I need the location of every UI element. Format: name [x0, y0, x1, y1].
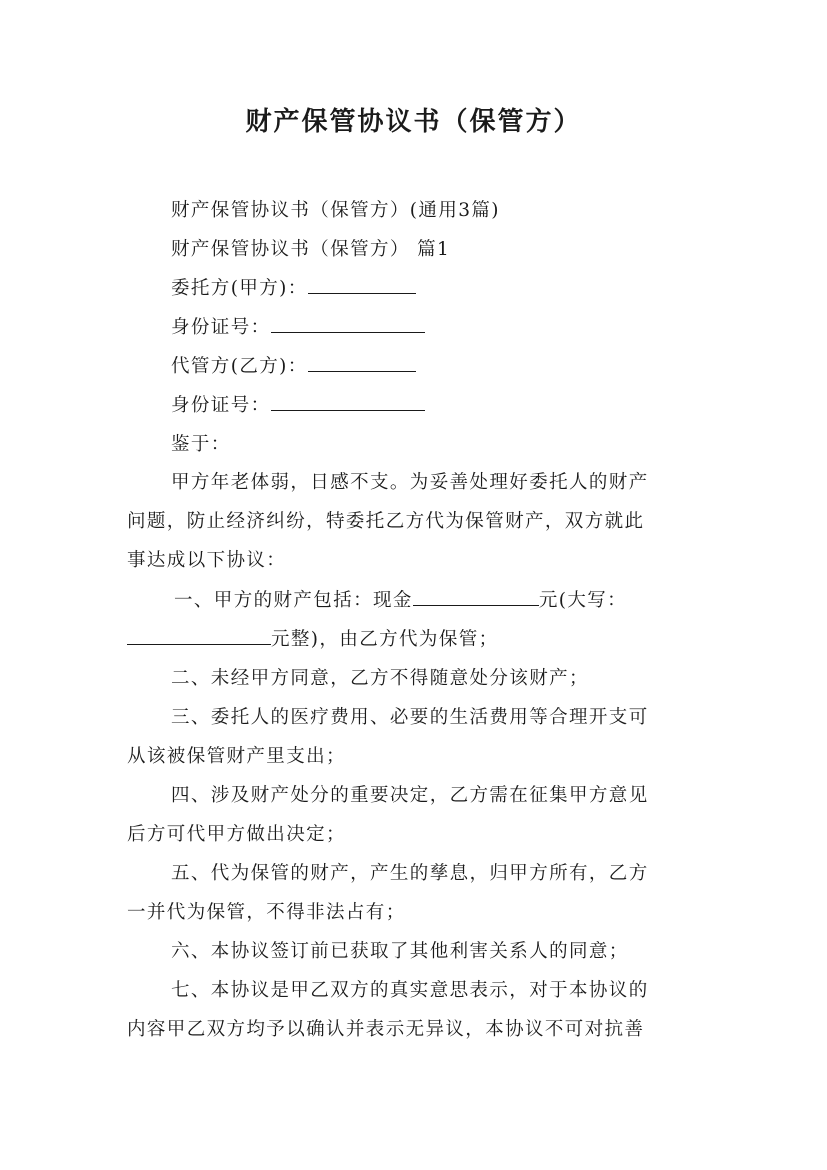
clause-3-line: 三、委托人的医疗费用、必要的生活费用等合理开支可 [171, 707, 649, 728]
clause-1-line [174, 588, 703, 614]
clause-1-line-2 [127, 627, 703, 653]
section-heading: 财产保管协议书（保管方） 篇1 [171, 239, 451, 260]
paragraph-line: 甲方年老体弱，日感不支。为妥善处理好委托人的财产 [171, 472, 649, 493]
custodian-label: 代管方(乙方)： [171, 356, 308, 377]
clause-3-line: 从该被保管财产里支出； [127, 746, 346, 767]
cash-amount-blank[interactable] [413, 588, 539, 606]
capital-amount-blank[interactable] [127, 627, 271, 645]
clause-6: 六、本协议签订前已获取了其他利害关系人的同意； [171, 941, 629, 962]
clause-2: 二、未经甲方同意，乙方不得随意处分该财产； [171, 668, 589, 689]
whereas-label: 鉴于： [171, 434, 231, 455]
clause-1-text: 一、甲方的财产包括：现金 [174, 590, 413, 611]
paragraph-line: 问题，防止经济纠纷，特委托乙方代为保管财产，双方就此 [127, 511, 645, 532]
clause-5-line: 五、代为保管的财产，产生的孳息，归甲方所有，乙方 [171, 863, 649, 884]
document-title: 财产保管协议书（保管方） [245, 107, 582, 137]
custodian-id-field [171, 393, 703, 419]
subtitle-line: 财产保管协议书（保管方）(通用3篇) [171, 200, 500, 221]
paragraph-line: 事达成以下协议： [127, 550, 287, 571]
client-label: 委托方(甲方)： [171, 278, 308, 299]
clause-1-capital: 元(大写： [538, 590, 628, 611]
client-id-label: 身份证号： [171, 317, 271, 338]
clause-7-line: 内容甲乙双方均予以确认并表示无异议，本协议不可对抗善 [127, 1019, 645, 1040]
custodian-field [171, 354, 703, 380]
client-id-blank[interactable] [271, 315, 425, 333]
clause-7-line: 七、本协议是甲乙双方的真实意思表示，对于本协议的 [171, 980, 649, 1001]
custodian-id-label: 身份证号： [171, 395, 271, 416]
custodian-id-blank[interactable] [271, 393, 425, 411]
clause-1-end: 元整)，由乙方代为保管； [271, 629, 499, 650]
custodian-blank[interactable] [308, 354, 416, 372]
clause-4-line: 后方可代甲方做出决定； [127, 824, 346, 845]
clause-4-line: 四、涉及财产处分的重要决定，乙方需在征集甲方意见 [171, 785, 649, 806]
client-id-field [171, 315, 703, 341]
client-blank[interactable] [308, 276, 416, 294]
clause-5-line: 一并代为保管，不得非法占有； [127, 902, 406, 923]
client-field [171, 276, 703, 302]
